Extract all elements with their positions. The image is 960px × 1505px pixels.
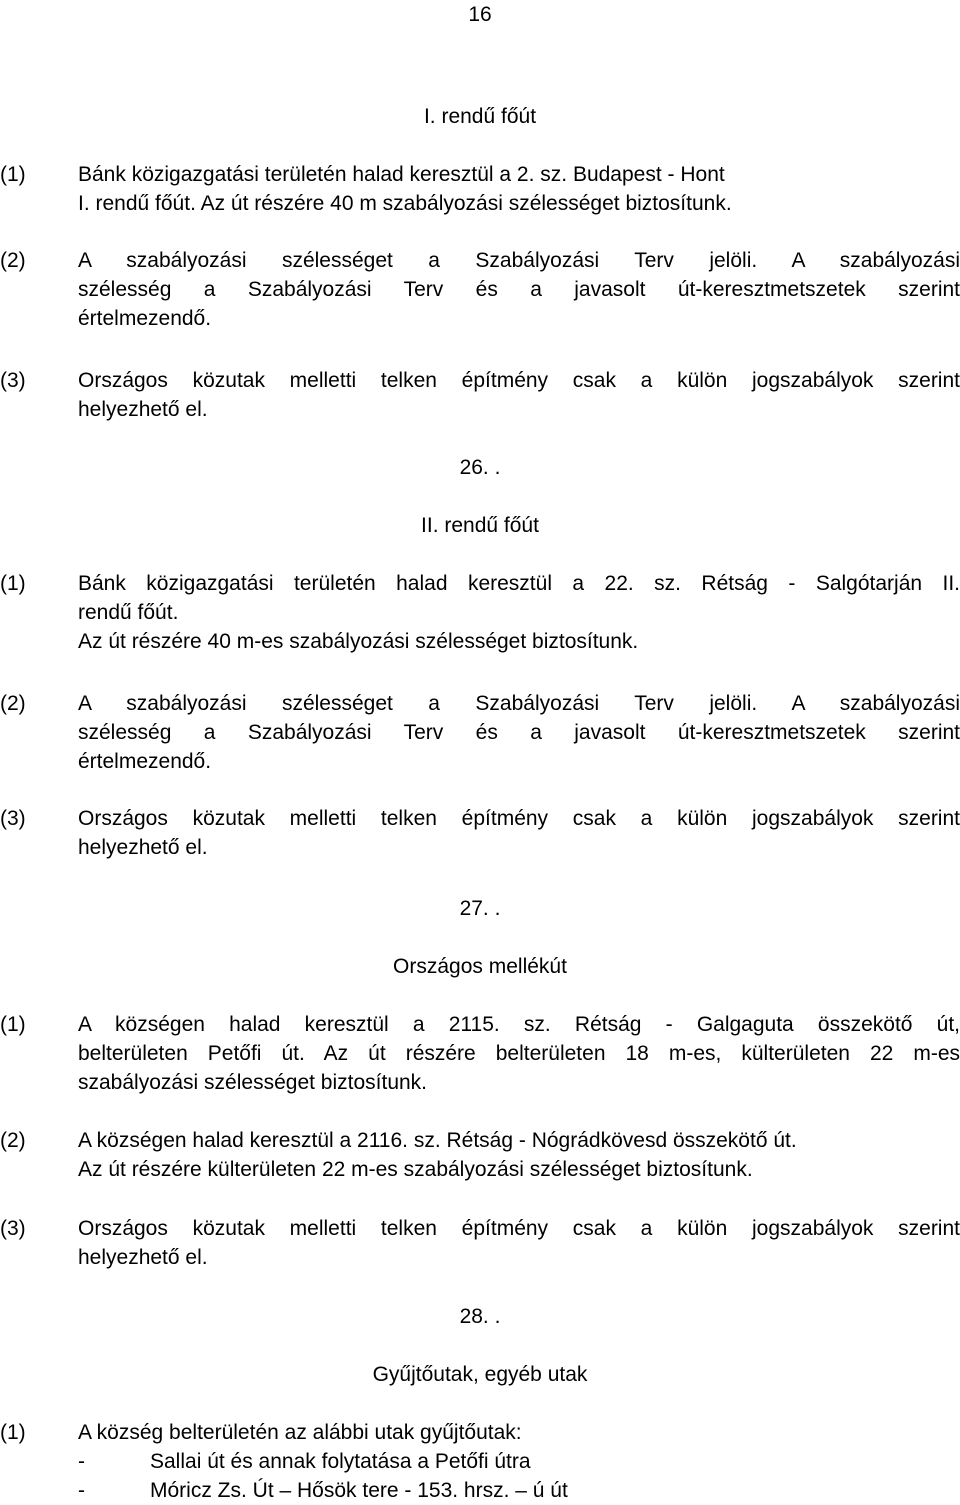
paragraph-number: (3) <box>0 369 26 392</box>
section-number-26: 26. . <box>459 456 501 479</box>
paragraph-line: Bánk közigazgatási területén halad keresztül a 2. sz. Budapest - Hont <box>78 163 725 186</box>
paragraph-line: értelmezendő. <box>78 307 212 330</box>
list-dash: - <box>78 1450 85 1473</box>
paragraph-line: A szabályozási szélességet a Szabályozási Terv jelöli. A szabályozási <box>78 249 960 272</box>
paragraph-number: (3) <box>0 1217 26 1240</box>
list-item <box>0 1447 960 1476</box>
paragraph-line: rendű főút. <box>78 601 179 624</box>
section-title-1: I. rendű főút <box>423 105 537 128</box>
section-title-4: Gyűjtőutak, egyéb utak <box>372 1363 588 1386</box>
paragraph-number: (1) <box>0 572 26 595</box>
paragraph-number: (2) <box>0 1129 26 1152</box>
page-number: 16 <box>468 3 492 26</box>
paragraph-number: (3) <box>0 807 26 830</box>
paragraph-line: Az út részére 40 m-es szabályozási szélességet biztosítunk. <box>78 630 639 653</box>
paragraph-line: I. rendű főút. Az út részére 40 m szabályozási szélességet biztosítunk. <box>78 192 732 215</box>
paragraph-line: A szabályozási szélességet a Szabályozási Terv jelöli. A szabályozási <box>78 692 960 715</box>
list-dash: - <box>78 1479 85 1502</box>
paragraph-line: helyezhető el. <box>78 1246 208 1269</box>
paragraph-number: (1) <box>0 163 26 186</box>
paragraph-line: Országos közutak melletti telken építmény csak a külön jogszabályok szerint <box>78 369 960 392</box>
paragraph-line: értelmezendő. <box>78 750 212 773</box>
paragraph-line: A község belterületén az alábbi utak gyűjtőutak: <box>78 1421 522 1444</box>
paragraph-number: (1) <box>0 1013 26 1036</box>
paragraph-number: (1) <box>0 1421 26 1444</box>
paragraph-line: Országos közutak melletti telken építmény csak a külön jogszabályok szerint <box>78 1217 960 1240</box>
paragraph-line: helyezhető el. <box>78 398 208 421</box>
paragraph-line: Bánk közigazgatási területén halad keresztül a 22. sz. Rétság - Salgótarján II. <box>78 572 960 595</box>
section-number-27: 27. . <box>459 897 501 920</box>
paragraph-line: Országos közutak melletti telken építmény csak a külön jogszabályok szerint <box>78 807 960 830</box>
paragraph-number: (2) <box>0 692 26 715</box>
paragraph-line: szabályozási szélességet biztosítunk. <box>78 1071 428 1094</box>
paragraph-number: (2) <box>0 249 26 272</box>
list-item-text: Móricz Zs. Út – Hősök tere - 153. hrsz. – ú út <box>150 1479 568 1502</box>
paragraph-line: Az út részére külterületen 22 m-es szabályozási szélességet biztosítunk. <box>78 1158 753 1181</box>
paragraph-line: A községen halad keresztül a 2115. sz. Rétság - Galgaguta összekötő út, <box>78 1013 960 1036</box>
section-title-3: Országos mellékút <box>393 955 567 978</box>
section-number-28: 28. . <box>459 1305 501 1328</box>
paragraph-line: A községen halad keresztül a 2116. sz. Rétság - Nógrádkövesd összekötő út. <box>78 1129 797 1152</box>
paragraph-line: belterületen Petőfi út. Az út részére belterületen 18 m-es, külterületen 22 m-es <box>78 1042 960 1065</box>
section-title-2: II. rendű főút <box>421 514 539 537</box>
paragraph-line: szélesség a Szabályozási Terv és a javasolt út-keresztmetszetek szerint <box>78 721 960 744</box>
paragraph-line: szélesség a Szabályozási Terv és a javasolt út-keresztmetszetek szerint <box>78 278 960 301</box>
paragraph-line: helyezhető el. <box>78 836 208 859</box>
list-item-text: Sallai út és annak folytatása a Petőfi útra <box>150 1450 531 1473</box>
